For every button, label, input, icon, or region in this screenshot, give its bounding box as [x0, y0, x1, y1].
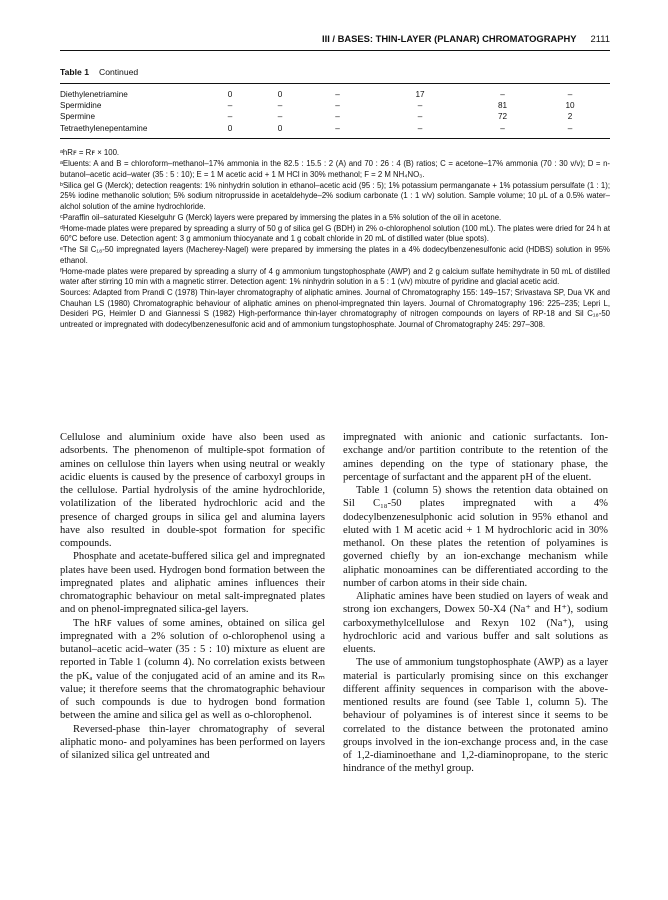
body-paragraph: Table 1 (column 5) shows the retention data obtained on Sil C₁₈-50 plates impregnated with a 4% dodecylbenzenesulphonic acid solution in 95% ethanol and eluted with 1 M acetic acid + 1 M hydrochloric acid in 30% methanol. On these plates the retention of polyamines is governed chiefly by an ion-exchange mechanism while aliphatic monoamines can be differentiated according to the number of carbon atoms in their side chain.	[343, 485, 608, 589]
table-cell: –	[335, 90, 340, 99]
amine-name: Diethylenetriamine	[60, 90, 128, 99]
footnote: ᵉThe Sil C₁₈-50 impregnated layers (Macherey-Nagel) were prepared by immersing the plates in a 4% dodecylbenzenesulfonic acid (HDBS) solution in 95% ethanol.	[60, 245, 610, 265]
table-row	[60, 89, 610, 100]
amine-name: Spermine	[60, 112, 96, 122]
body-paragraph: Phosphate and acetate-buffered silica gel and impregnated plates have been used. Hydrogen bond formation between the impregnated plates and aliphatic amines influences their chromatographic behaviour on metal salt-impregnated plates and on phenol-impregnated silica-gel layers.	[60, 551, 325, 616]
footnote: ᶜParaffin oil–saturated Kieselguhr G (Merck) layers were prepared by immersing the plates in a 5% solution of the oil in acetone.	[60, 212, 502, 222]
table-cell: –	[277, 101, 283, 111]
table-caption	[60, 67, 138, 77]
table-cell: –	[567, 123, 573, 133]
table-cell: 81	[497, 101, 508, 111]
retention-table	[60, 89, 610, 134]
table-cell: –	[417, 101, 423, 111]
table-footnotes	[60, 148, 610, 331]
body-paragraph: Cellulose and aluminium oxide have also been used as adsorbents. The phenomenon of multiple-spot formation of amines on cellulose thin layers when using neutral or weakly acidic eluents is caused by the presence of carboxyl groups in the cellulose. Partial hydrolysis of the amine hydrochloride, volatilization of the liberated hydrochloric acid and the presence of charged groups in silica gel and alumina layers have also resulted in double-spot formation for specific compounds.	[60, 432, 325, 549]
table-cell: –	[335, 123, 340, 133]
body-paragraph: The use of ammonium tungstophosphate (AWP) as a layer material is particularly promising since on this exchanger different affinity sequences in comparison with the above-mentioned results are found (see Table 1, column 5). The behaviour of polyamines is of interest since it seems to be correlated to the distance between the protonated amino groups involved in the ion-exchange process and, in the case of 1,2-diaminoethane and 1,2-diaminopropane, to the steric hindrance of the methyl group.	[343, 657, 608, 775]
header-rule	[60, 50, 610, 51]
running-header	[60, 33, 610, 47]
table-cell: –	[277, 112, 283, 122]
body-paragraph: impregnated with anionic and cationic surfactants. Ion-exchange and/or partition contribute to the retention of the amines depending on the type of stationary phase, the percentage of surfactant and the apparent pH of the eluent.	[343, 432, 608, 483]
table-cell: –	[227, 101, 233, 111]
footnote: ᵈHome-made plates were prepared by spreading a slurry of 50 g of silica gel G (BDH) in 2% o-chlorophenol solution (100 mL). The plates were dried for 24 h at 60°C before use. Detection agent: 3 g ammonium thiocyanate and 1 g cobalt chloride in 20 mL of distilled water (blue spots).	[60, 223, 610, 243]
amine-name: Tetraethylenepentamine	[60, 123, 148, 133]
table-cell: –	[500, 90, 505, 99]
table-cell: 72	[497, 112, 508, 122]
table-cell: 17	[415, 90, 425, 99]
table-label: Table 1	[60, 67, 89, 77]
body-paragraph: Reversed-phase thin-layer chromatography of several aliphatic mono- and polyamines has been performed on layers of silanized silica gel untreated and	[60, 723, 325, 761]
body-paragraph: Aliphatic amines have been studied on layers of weak and strong ion exchangers, Dowex 50-X4 (Na⁺ and H⁺), sodium carboxymethylcellulose and Rexyn 102 (Na⁺), using hydrochloric acid and various buffer and salt solutions as eluents.	[343, 591, 608, 655]
footnote: ᵃEluents: A and B = chloroform–methanol–17% ammonia in the 82.5 : 15.5 : 2 (A) and 70 : 26 : 4 (B) ratios; C = acetone–17% ammonia (70 : 30 v/v); D = n-butanol–acetic acid–water (35 : 5 : 10); E = 1 M acetic acid + 1 M HCl in 30% methanol; F = 2 M NH₄NO₃.	[60, 159, 610, 179]
table-bottom-rule	[60, 138, 610, 139]
sources-note: Sources: Adapted from Prandi C (1978) Thin-layer chromatography of aliphatic amines. Journal of Chromatography 155: 149–157; Srivastava SP, Dua VK and Chauhan LS (1980) Chromatographic behaviour of aliphatic amines on phenol-impregnated thin layers. Journal of Chromatography 196: 225–235; Lepri L, Desideri PG, Heimler D and Giannessi S (1982) High-performance thin-layer chromatography of nitrogen compounds on layers of RP-18 and Sil C₁₈-50 untreated or impregnated with dodecylbenzenesulfonic acid and of ammonium tungstophosphate. Journal of Chromatography 245: 297–308.	[60, 288, 610, 329]
table-cell: 10	[565, 101, 575, 111]
table-cell: 0	[277, 90, 283, 99]
amine-name: Spermidine	[60, 101, 102, 111]
table-cell: 0	[277, 123, 283, 133]
running-title: III / BASES: THIN-LAYER (PLANAR) CHROMATOGRAPHY	[322, 33, 577, 44]
table-row	[60, 100, 610, 111]
body-column-right	[343, 431, 608, 776]
table-cell: 0	[227, 123, 233, 133]
table-cell: 2	[567, 112, 573, 122]
table-continued: Continued	[98, 67, 139, 77]
table-cell: –	[335, 112, 340, 122]
body-paragraph: The hRꜰ values of some amines, obtained on silica gel impregnated with a 2% solution of o-chlorophenol using a butanol–acetic acid–water (35 : 5 : 10) mixture as eluent are reported in Table 1 (column 4). No correlation exists between the pKₐ value of the conjugated acid of an amine and its Rₘ value; it therefore seems that the chromatographic behaviour of such compounds is due to hydrogen bond formation between the amine and silica gel as well as o-chlorophenol.	[60, 617, 325, 722]
table-cell: –	[567, 90, 573, 99]
table-cell: –	[417, 123, 423, 133]
footnote: ᵇSilica gel G (Merck); detection reagents: 1% ninhydrin solution in ethanol–acetic acid (95 : 5); 1% potassium permanganate + 1% potassium persulfate (1 : 1); 25% iodine methanolic solution; 5% sodium nitroprusside in acetaldehyde–2% sodium carbonate (1 : 1 v/v) solution. Sample volume; 10 μL of a 0.5% water–alchol solution of the amine hydrochloride.	[60, 180, 610, 211]
page-number: 2111	[590, 33, 610, 44]
table-cell: 0	[227, 90, 233, 99]
table-cell: –	[500, 123, 505, 133]
table-cell: –	[227, 112, 233, 122]
table-cell: –	[335, 101, 340, 111]
table-row	[60, 123, 610, 134]
table-row	[60, 111, 610, 122]
table-top-rule	[60, 83, 610, 84]
footnote: ᵃhRꜰ = Rꜰ × 100.	[60, 148, 120, 157]
body-column-left	[60, 431, 325, 762]
table-cell: –	[417, 112, 423, 122]
footnote: ᶠHome-made plates were prepared by spreading a slurry of 4 g ammonium tungstophosphate (AWP) and 2 g calcium sulfate hemihydrate in 50 mL of distilled water after stirring 10 min with a magnetic stirrer. Detection agent: 1% ninhydrin solution in a 5 : 1 (v/v) mixutre of pyridine and glacial acetic acid.	[60, 266, 610, 286]
